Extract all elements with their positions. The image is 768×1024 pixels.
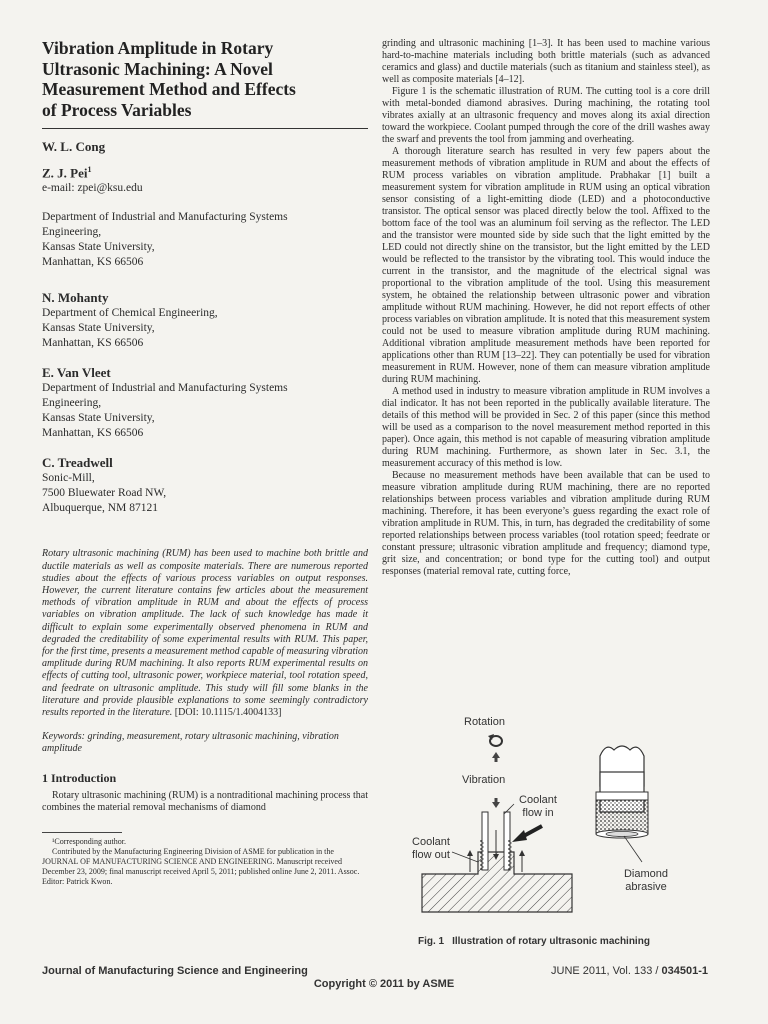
abstract: Rotary ultrasonic machining (RUM) has been used to machine both brittle and ductile materials as well as composite materials. There are numerous reported studies about the effects of various process variables on output responses. However, the current literature contains few articles about the measurement methods of vibration amplitude in RUM and about the effects of process variables on vibration amplitude. The lack of such knowledge has made it difficult to explain some experimentally observed phenomena in RUM and degraded the creditability of some experimental results with RUM. This paper, for the first time, presents a measurement method capable of measuring vibration amplitude during RUM machining. It also reports RUM experimental results on effects of cutting tool, ultrasonic power, workpiece material, tool rotation speed, and feedrate on ultrasonic amplitude. This study will fill some blanks in the literature and provide plausible explanations to some seemingly contradictory results reported in the literature. [DOI: 10.1115/1.4004133]	[42, 548, 368, 718]
author-block	[42, 139, 368, 516]
affiliation: Department of Industrial and Manufacturing Systems Engineering, Kansas State University, Manhattan, KS 66506	[42, 382, 288, 440]
figure-1	[400, 712, 710, 952]
diamond-tool-detail	[596, 746, 648, 862]
right-column	[382, 38, 710, 578]
affiliation: Sonic-Mill, 7500 Bluewater Road NW, Albuquerque, NM 87121	[42, 472, 167, 515]
vibration-label: Vibration	[462, 774, 506, 786]
diamond-abrasive-label: Diamond abrasive	[623, 868, 669, 893]
coolant-in-arrow	[512, 826, 542, 842]
affiliation: Department of Industrial and Manufacturing Systems Engineering, Kansas State University, Manhattan, KS 66506	[42, 211, 288, 269]
rotation-label: Rotation	[464, 716, 505, 728]
copyright: Copyright © 2011 by ASME	[313, 978, 455, 990]
rum-illustration	[400, 712, 710, 936]
affiliation: Department of Chemical Engineering, Kansas State University, Manhattan, KS 66506	[42, 307, 218, 350]
left-column	[42, 38, 368, 887]
section-heading: 1 Introduction	[42, 771, 117, 786]
coolant-in-label: Coolant flow in	[519, 794, 557, 819]
footnote-rule	[42, 832, 122, 833]
figure-caption: Fig. 1 Illustration of rotary ultrasonic machining	[418, 936, 650, 947]
rotation-icon	[488, 734, 502, 746]
body-paragraph: grinding and ultrasonic machining [1–3]. It has been used to machine various hard-to-machine materials including both brittle materials (such as advanced ceramics and glass) and ductile materials (such as titanium and stainless steel), as well as composite materials [4–12].	[382, 38, 710, 85]
body-paragraph: Because no measurement methods have been available that can be used to measure vibration amplitude during RUM machining, there are no reported relationships between process variables and vibration amplitude during RUM machining. Therefore, it has been everyone’s guess regarding the exact role of vibration amplitude in RUM. This, in turn, has degraded the creditability of some reported relationships between process variables (tool rotation speed; feedrate or constant pressure; ultrasonic vibration amplitude and frequency; diamond type, grit size, and concentration; or bond type for the cutting tool) and output responses (material removal rate, cutting force,	[382, 470, 710, 577]
doi: [DOI: 10.1115/1.4004133]	[172, 706, 282, 718]
author-name: E. Van Vleet	[42, 365, 111, 381]
journal-name: Journal of Manufacturing Science and Engineering	[42, 965, 308, 977]
author-name: N. Mohanty	[42, 290, 109, 306]
issue-info: JUNE 2011, Vol. 133 / 034501-1	[551, 965, 708, 977]
author-email: e-mail: zpei@ksu.edu	[42, 182, 143, 195]
body-paragraph: Figure 1 is the schematic illustration of RUM. The cutting tool is a core drill with metal-bonded diamond abrasives. During machining, the rotating tool vibrates axially at an ultrasonic frequency and moves along its axial direction toward the workpiece. Coolant pumped through the core of the drill washes away the swarf and prevents the tool from jamming and overheating.	[382, 86, 710, 145]
paper-title: Vibration Amplitude in Rotary Ultrasonic Machining: A Novel Measurement Method and Effects of Process Variables	[42, 38, 296, 120]
intro-paragraph: Rotary ultrasonic machining (RUM) is a nontraditional machining process that combines the material removal mechanisms of diamond	[42, 790, 368, 814]
author-name: Z. J. Pei$^1$	[42, 165, 92, 181]
author-name: C. Treadwell	[42, 455, 113, 471]
body-paragraph: A thorough literature search has resulted in very few papers about the measurement methods of vibration amplitude in RUM and about the effects of RUM process variables on vibration amplitude. Prabhakar [1] built a measurement system for vibration amplitude in RUM using an optical vibration sensor consisting of a light-emitting diode (LED) and a photoconductive transistor. The optical sensor was placed directly below the tool. Affixed to the bottom face of the tool was an aluminum foil serving as the reflector. The LED and the transistor were mounted side by side such that the light emitted by the LED could not directly shine on the transistor, but the light emitted by the LED would be reflected to the transistor by the vibrating tool. This would induce the current in the transistor, and the magnitude of the electrical signal was proportional to the vibration amplitude of the tool. Using this measurement system, he obtained the relationship between ultrasonic power and vibration amplitude without RUM machining. However, he did not report effects of other process variables on vibration amplitude. It is noted that this measurement system could not be used to measure vibration amplitude during RUM machining. Additional vibration amplitude measurement methods have been reported for applications other than RUM [13–22]. They can potentially be used for vibration measurement in RUM. However, none of them can measure vibration amplitude during RUM machining.	[382, 146, 710, 385]
footnotes: ¹Corresponding author. Contributed by the Manufacturing Engineering Division of ASME for publication in the JOURNAL OF MANUFACTURING SCIENCE AND ENGINEERING. Manuscript received December 23, 2009; final manuscript received April 5, 2011; published online June 2, 2011. Assoc. Editor: Patrick Kwon.	[42, 837, 360, 887]
coolant-out-label: Coolant flow out	[412, 836, 450, 861]
title-rule	[42, 128, 368, 129]
author-name: W. L. Cong	[42, 139, 106, 154]
keywords: Keywords: grinding, measurement, rotary ultrasonic machining, vibration amplitude	[42, 731, 339, 755]
body-paragraph: A method used in industry to measure vibration amplitude in RUM involves a dial indicator. It has not been reported in the publically available literature. The details of this method will be provided in Sec. 2 of this paper (since this method will be used as a comparison to the novel measurement method reported in this paper). Once again, this method is not capable of measuring vibration amplitude during RUM machining. Furthermore, as shown later in Sec. 3.1, the measurement accuracy of this method is low.	[382, 386, 710, 469]
